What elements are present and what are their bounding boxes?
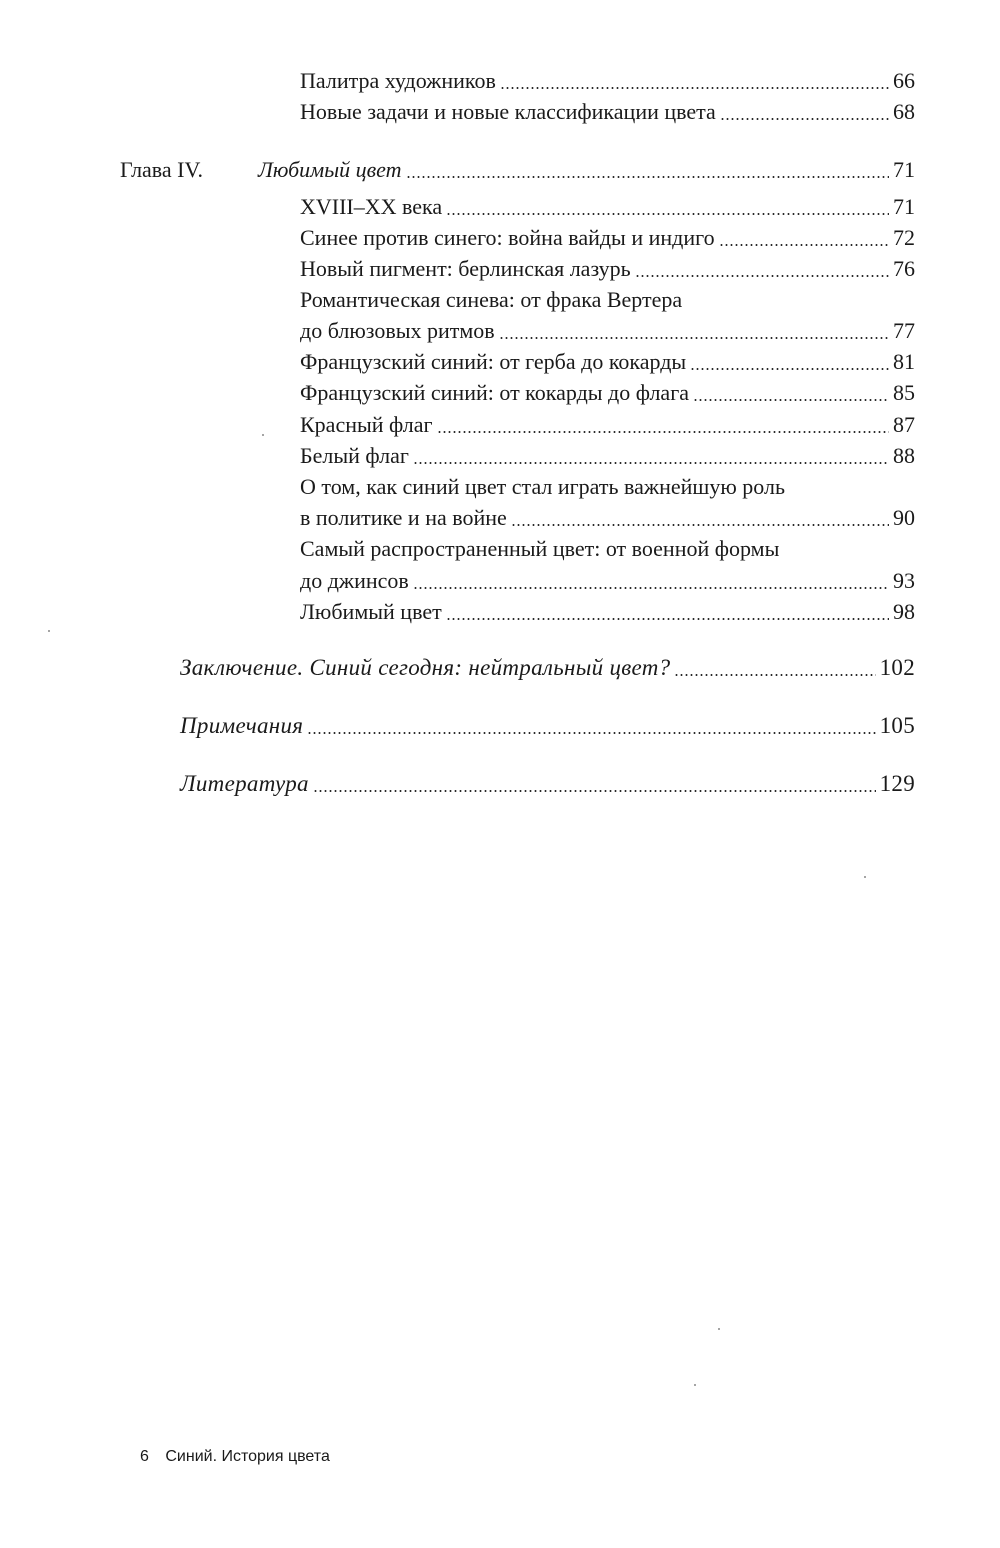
back-matter-entry (180, 653, 915, 683)
toc-entry-page: 71 (893, 194, 915, 219)
page-number: 6 (140, 1448, 149, 1465)
back-matter-title: Заключение. Синий сегодня: нейтральный цвет? (180, 655, 671, 680)
toc-entry-title: до джинсов (300, 568, 409, 593)
toc-entry (300, 66, 915, 96)
toc-entry-first-line: Романтическая синева: от фрака Вертера (300, 287, 683, 312)
toc-entry-page: 68 (893, 99, 915, 124)
dot-leader (413, 462, 889, 464)
toc-entry-page: 87 (893, 412, 915, 437)
dot-leader (446, 213, 889, 215)
toc-entry-page: 77 (893, 318, 915, 343)
toc-entry-title: в политике и на войне (300, 505, 507, 530)
toc-entry (300, 441, 915, 471)
page-footer (140, 1446, 330, 1468)
chapter-heading (258, 155, 915, 185)
chapter-label: Глава IV. (120, 157, 204, 182)
toc-entry-title: Новые задачи и новые классификации цвета (300, 99, 716, 124)
toc-entry-title: Палитра художников (300, 68, 496, 93)
toc-entry-first-line: О том, как синий цвет стал играть важнейшую роль (300, 474, 785, 499)
toc-entry-first-line: Самый распространенный цвет: от военной формы (300, 536, 780, 561)
toc-entry (300, 192, 915, 222)
dot-leader (635, 275, 889, 277)
toc-entry (300, 254, 915, 284)
scan-speck (262, 434, 264, 436)
toc-entry (300, 316, 915, 346)
toc-entry-page: 93 (893, 568, 915, 593)
toc-entry (300, 223, 915, 253)
dot-leader (499, 337, 889, 339)
dot-leader (720, 118, 889, 120)
toc-entry (300, 97, 915, 127)
back-matter-entry (180, 711, 915, 741)
dot-leader (446, 618, 889, 620)
toc-entry-page: 88 (893, 443, 915, 468)
toc-entry (300, 378, 915, 408)
toc-entry-title: Французский синий: от герба до кокарды (300, 349, 687, 374)
scan-speck (864, 876, 866, 878)
back-matter-page: 102 (879, 655, 915, 680)
dot-leader (307, 732, 875, 734)
dot-leader (413, 587, 889, 589)
back-matter-title: Литература (180, 771, 309, 796)
dot-leader (719, 244, 889, 246)
back-matter-page: 129 (879, 771, 915, 796)
toc-entry-page: 81 (893, 349, 915, 374)
toc-entry (300, 347, 915, 377)
toc-entry-page: 98 (893, 599, 915, 624)
toc-entry-title: XVIII–XX века (300, 194, 443, 219)
dot-leader (406, 176, 889, 178)
toc-entry (300, 566, 915, 596)
toc-entry (300, 503, 915, 533)
dot-leader (437, 431, 889, 433)
toc-entry-title: Любимый цвет (300, 599, 442, 624)
chapter-page: 71 (893, 157, 915, 182)
dot-leader (693, 399, 889, 401)
toc-entry-title: Красный флаг (300, 412, 433, 437)
dot-leader (690, 368, 889, 370)
running-title: Синий. История цвета (165, 1448, 330, 1465)
back-matter-page: 105 (879, 713, 915, 738)
toc-entry-page: 90 (893, 505, 915, 530)
back-matter-entry (180, 769, 915, 799)
toc-entry-title: Белый флаг (300, 443, 409, 468)
scan-speck (48, 630, 50, 632)
toc-entry (300, 597, 915, 627)
toc-entry-page: 76 (893, 256, 915, 281)
dot-leader (511, 524, 889, 526)
toc-entry-title: Синее против синего: война вайды и индиго (300, 225, 715, 250)
toc-entry (300, 410, 915, 440)
toc-entry-page: 72 (893, 225, 915, 250)
toc-entry-page: 85 (893, 380, 915, 405)
dot-leader (500, 87, 889, 89)
chapter-title: Любимый цвет (258, 157, 402, 182)
toc-entry-page: 66 (893, 68, 915, 93)
scan-speck (694, 1384, 696, 1386)
toc-entry-title: до блюзовых ритмов (300, 318, 495, 343)
scan-speck (718, 1328, 720, 1330)
toc-entry-title: Французский синий: от кокарды до флага (300, 380, 689, 405)
dot-leader (313, 790, 876, 792)
dot-leader (674, 674, 875, 676)
toc-entry-title: Новый пигмент: берлинская лазурь (300, 256, 631, 281)
back-matter-title: Примечания (180, 713, 304, 738)
